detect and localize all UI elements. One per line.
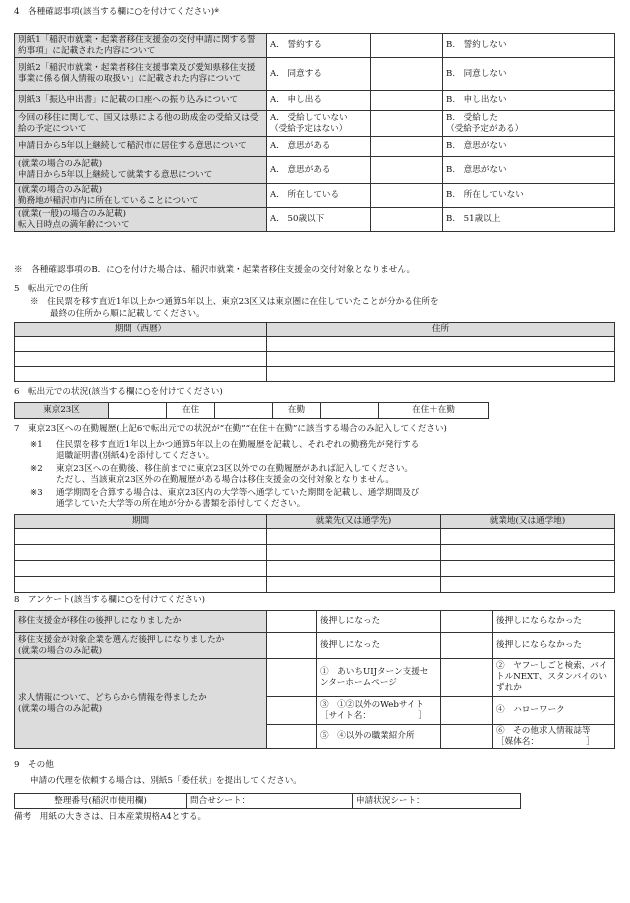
section4-title: 4 各種確認事項(該当する欄に○を付けてください)※ [14, 7, 220, 17]
option-spacer [371, 157, 443, 184]
option-b[interactable]: B. 誓約しない [443, 34, 615, 58]
employer-cell[interactable] [267, 577, 441, 593]
survey-q3-opt1: ① あいちUIJターン支援センターホームページ [317, 659, 441, 697]
survey-q1: 移住支援金が移住の後押しになりましたか [15, 611, 267, 633]
status-sheet-field[interactable]: 申請状況シート： [353, 794, 521, 809]
section5-title: 5 転出元での住所 [14, 284, 89, 294]
survey-q3-opt1-checkbox[interactable] [267, 659, 317, 697]
location-cell[interactable] [441, 529, 615, 545]
address-cell[interactable] [267, 337, 615, 352]
option-spacer [371, 34, 443, 58]
confirmation-row [15, 184, 615, 208]
employer-cell[interactable] [267, 561, 441, 577]
survey-q3-opt4: ④ ハローワーク [493, 697, 615, 725]
col-address-header: 住所 [267, 323, 615, 337]
option-b[interactable]: B. 意思がない [443, 137, 615, 157]
work-period-cell[interactable] [15, 561, 267, 577]
section7-note-mark: ※2 [30, 464, 43, 474]
survey-q3-opt2-checkbox[interactable] [441, 659, 493, 697]
confirmation-row [15, 91, 615, 111]
confirmation-row [15, 58, 615, 91]
option-b[interactable]: B. 申し出ない [443, 91, 615, 111]
footer-note: 備考 用紙の大きさは、日本産業規格A4とする。 [14, 812, 207, 822]
confirmation-row [15, 111, 615, 137]
confirmation-question: 別紙1「稲沢市就業・起業者移住支援金の交付申請に関する誓約事項」に記載された内容について [15, 34, 267, 58]
section7-title: 7 東京23区への在勤履歴(上記6で転出元での状況が“在勤”“在住＋在勤”に該当する場合のみ記入してください) [14, 424, 447, 434]
tokyo23-label: 東京23区 [15, 403, 109, 419]
option-spacer [371, 137, 443, 157]
option-a[interactable]: A. 誓約する [267, 34, 371, 58]
work-period-cell[interactable] [15, 577, 267, 593]
section7-note-line: 通学期間を合算する場合は、東京23区内の大学等へ通学していた期間を記載し、通学期間及び [56, 488, 420, 498]
option-spacer [371, 91, 443, 111]
option-spacer [371, 111, 443, 137]
option-a[interactable]: A. 意思がある [267, 137, 371, 157]
option-a[interactable]: A. 同意する [267, 58, 371, 91]
survey-q2-a-checkbox[interactable] [267, 633, 317, 659]
option-b[interactable]: B. 意思がない [443, 157, 615, 184]
option-spacer [371, 208, 443, 232]
address-cell[interactable] [267, 352, 615, 367]
section5-note-line1: ※ 住民票を移す直近1年以上かつ通算5年以上、東京23区又は東京圏に在住していたことが分かる住所を [30, 297, 439, 307]
reference-table [14, 793, 521, 809]
option-a[interactable]: A. 意思がある [267, 157, 371, 184]
option-b[interactable]: B. 所在していない [443, 184, 615, 208]
survey-table [14, 610, 615, 749]
period-cell[interactable] [15, 337, 267, 352]
section5-note-line2: 最終の住所から順に記載してください。 [50, 309, 205, 319]
section4-note: ※ 各種確認事項のB．に○を付けた場合は、稲沢市就業・起業者移住支援金の交付対象となりません。 [14, 265, 416, 275]
survey-q1-a: 後押しになった [317, 611, 441, 633]
option-a[interactable]: A. 50歳以下 [267, 208, 371, 232]
employer-cell[interactable] [267, 545, 441, 561]
option-a[interactable]: A. 申し出る [267, 91, 371, 111]
confirmation-row [15, 34, 615, 58]
survey-q2-a: 後押しになった [317, 633, 441, 659]
location-cell[interactable] [441, 577, 615, 593]
confirmation-question: 別紙2「稲沢市就業・起業者移住支援事業及び愛知県移住支援事業に係る個人情報の取扱い」に記載された内容について [15, 58, 267, 91]
confirmation-question: 申請日から5年以上継続して稲沢市に居住する意思について [15, 137, 267, 157]
col-employer-header: 就業先(又は通学先) [267, 515, 441, 529]
option-b[interactable]: B. 51歳以上 [443, 208, 615, 232]
section7-note-line: 住民票を移す直近1年以上かつ通算5年以上の在勤履歴を記載し、それぞれの勤務先が発行する [56, 440, 420, 450]
survey-q3-opt6: ⑥ その他求人情報誌等 ［媒体名： ］ [493, 725, 615, 749]
section9-title: 9 その他 [14, 760, 54, 770]
status-table [14, 402, 489, 419]
section7-note-line: 通学していた大学等の所在地が分かる書類を添付してください。 [56, 499, 306, 509]
reside-commute-checkbox[interactable] [321, 403, 379, 419]
option-b[interactable]: B. 受給した （受給予定がある） [443, 111, 615, 137]
reside-label: 在住 [167, 403, 215, 419]
survey-q3-opt6-checkbox[interactable] [441, 725, 493, 749]
confirmation-row [15, 157, 615, 184]
section7-note-mark: ※3 [30, 488, 43, 498]
previous-address-table [14, 322, 615, 382]
survey-q3-opt5: ⑤ ④以外の職業紹介所 [317, 725, 441, 749]
survey-q1-b: 後押しにならなかった [493, 611, 615, 633]
confirmation-row [15, 208, 615, 232]
reside-checkbox[interactable] [109, 403, 167, 419]
survey-q3-opt3-checkbox[interactable] [267, 697, 317, 725]
location-cell[interactable] [441, 561, 615, 577]
option-a[interactable]: A. 受給していない （受給予定はない） [267, 111, 371, 137]
option-spacer [371, 184, 443, 208]
col-location-header: 就業地(又は通学地) [441, 515, 615, 529]
section6-title: 6 転出元での状況(該当する欄に○を付けてください) [14, 387, 223, 397]
section9-text: 申請の代理を依頼する場合は、別紙5「委任状」を提出してください。 [30, 776, 302, 786]
address-cell[interactable] [267, 367, 615, 382]
survey-q3-opt3: ③ ①②以外のWebサイト ［サイト名： ］ [317, 697, 441, 725]
option-b[interactable]: B. 同意しない [443, 58, 615, 91]
work-period-cell[interactable] [15, 545, 267, 561]
survey-q2-b-checkbox[interactable] [441, 633, 493, 659]
option-a[interactable]: A. 所在している [267, 184, 371, 208]
survey-q3-opt2: ② ヤフーしごと検索、バイトルNEXT、スタンバイのいずれか [493, 659, 615, 697]
section7-note-line: 退職証明書(別紙4)を添付してください。 [56, 451, 215, 461]
confirmation-question: (就業(一般)の場合のみ記載) 転入日時点の満年齢について [15, 208, 267, 232]
section7-note-line: ただし、当該東京23区外の在勤履歴がある場合は移住支援金の交付対象となりません。 [56, 475, 395, 485]
confirmation-question: 別紙3「振込申出書」に記載の口座への振り込みについて [15, 91, 267, 111]
employer-cell[interactable] [267, 529, 441, 545]
work-period-cell[interactable] [15, 529, 267, 545]
col-period-header: 期間（西暦） [15, 323, 267, 337]
survey-q3-opt5-checkbox[interactable] [267, 725, 317, 749]
inquiry-sheet-field[interactable]: 問合せシート： [187, 794, 353, 809]
period-cell[interactable] [15, 352, 267, 367]
survey-q1-b-checkbox[interactable] [441, 611, 493, 633]
survey-q2: 移住支援金が対象企業を選んだ後押しになりましたか (就業の場合のみ記載) [15, 633, 267, 659]
confirmation-question: (就業の場合のみ記載) 申請日から5年以上継続して就業する意思について [15, 157, 267, 184]
col-work-period-header: 期間 [15, 515, 267, 529]
survey-q3-opt4-checkbox[interactable] [441, 697, 493, 725]
survey-q2-b: 後押しにならなかった [493, 633, 615, 659]
section7-note-line: 東京23区への在勤後、移住前までに東京23区以外での在勤履歴があれば記入してください。 [56, 464, 414, 474]
confirmation-row [15, 137, 615, 157]
reference-number-label: 整理番号(稲沢市使用欄) [15, 794, 187, 809]
confirmation-table [14, 33, 615, 232]
section7-note-mark: ※1 [30, 440, 43, 450]
commute-label: 在勤 [273, 403, 321, 419]
work-history-table [14, 514, 615, 593]
survey-q1-a-checkbox[interactable] [267, 611, 317, 633]
section8-title: 8 アンケート(該当する欄に○を付けてください) [14, 595, 206, 605]
survey-q3: 求人情報について、どちらから情報を得ましたか (就業の場合のみ記載) [15, 659, 267, 749]
confirmation-question: 今回の移住に関して、国又は県による他の助成金の受給又は受給の予定について [15, 111, 267, 137]
period-cell[interactable] [15, 367, 267, 382]
reside-commute-label: 在住＋在勤 [379, 403, 489, 419]
location-cell[interactable] [441, 545, 615, 561]
option-spacer [371, 58, 443, 91]
confirmation-question: (就業の場合のみ記載) 勤務地が稲沢市内に所在していることについて [15, 184, 267, 208]
commute-checkbox[interactable] [215, 403, 273, 419]
